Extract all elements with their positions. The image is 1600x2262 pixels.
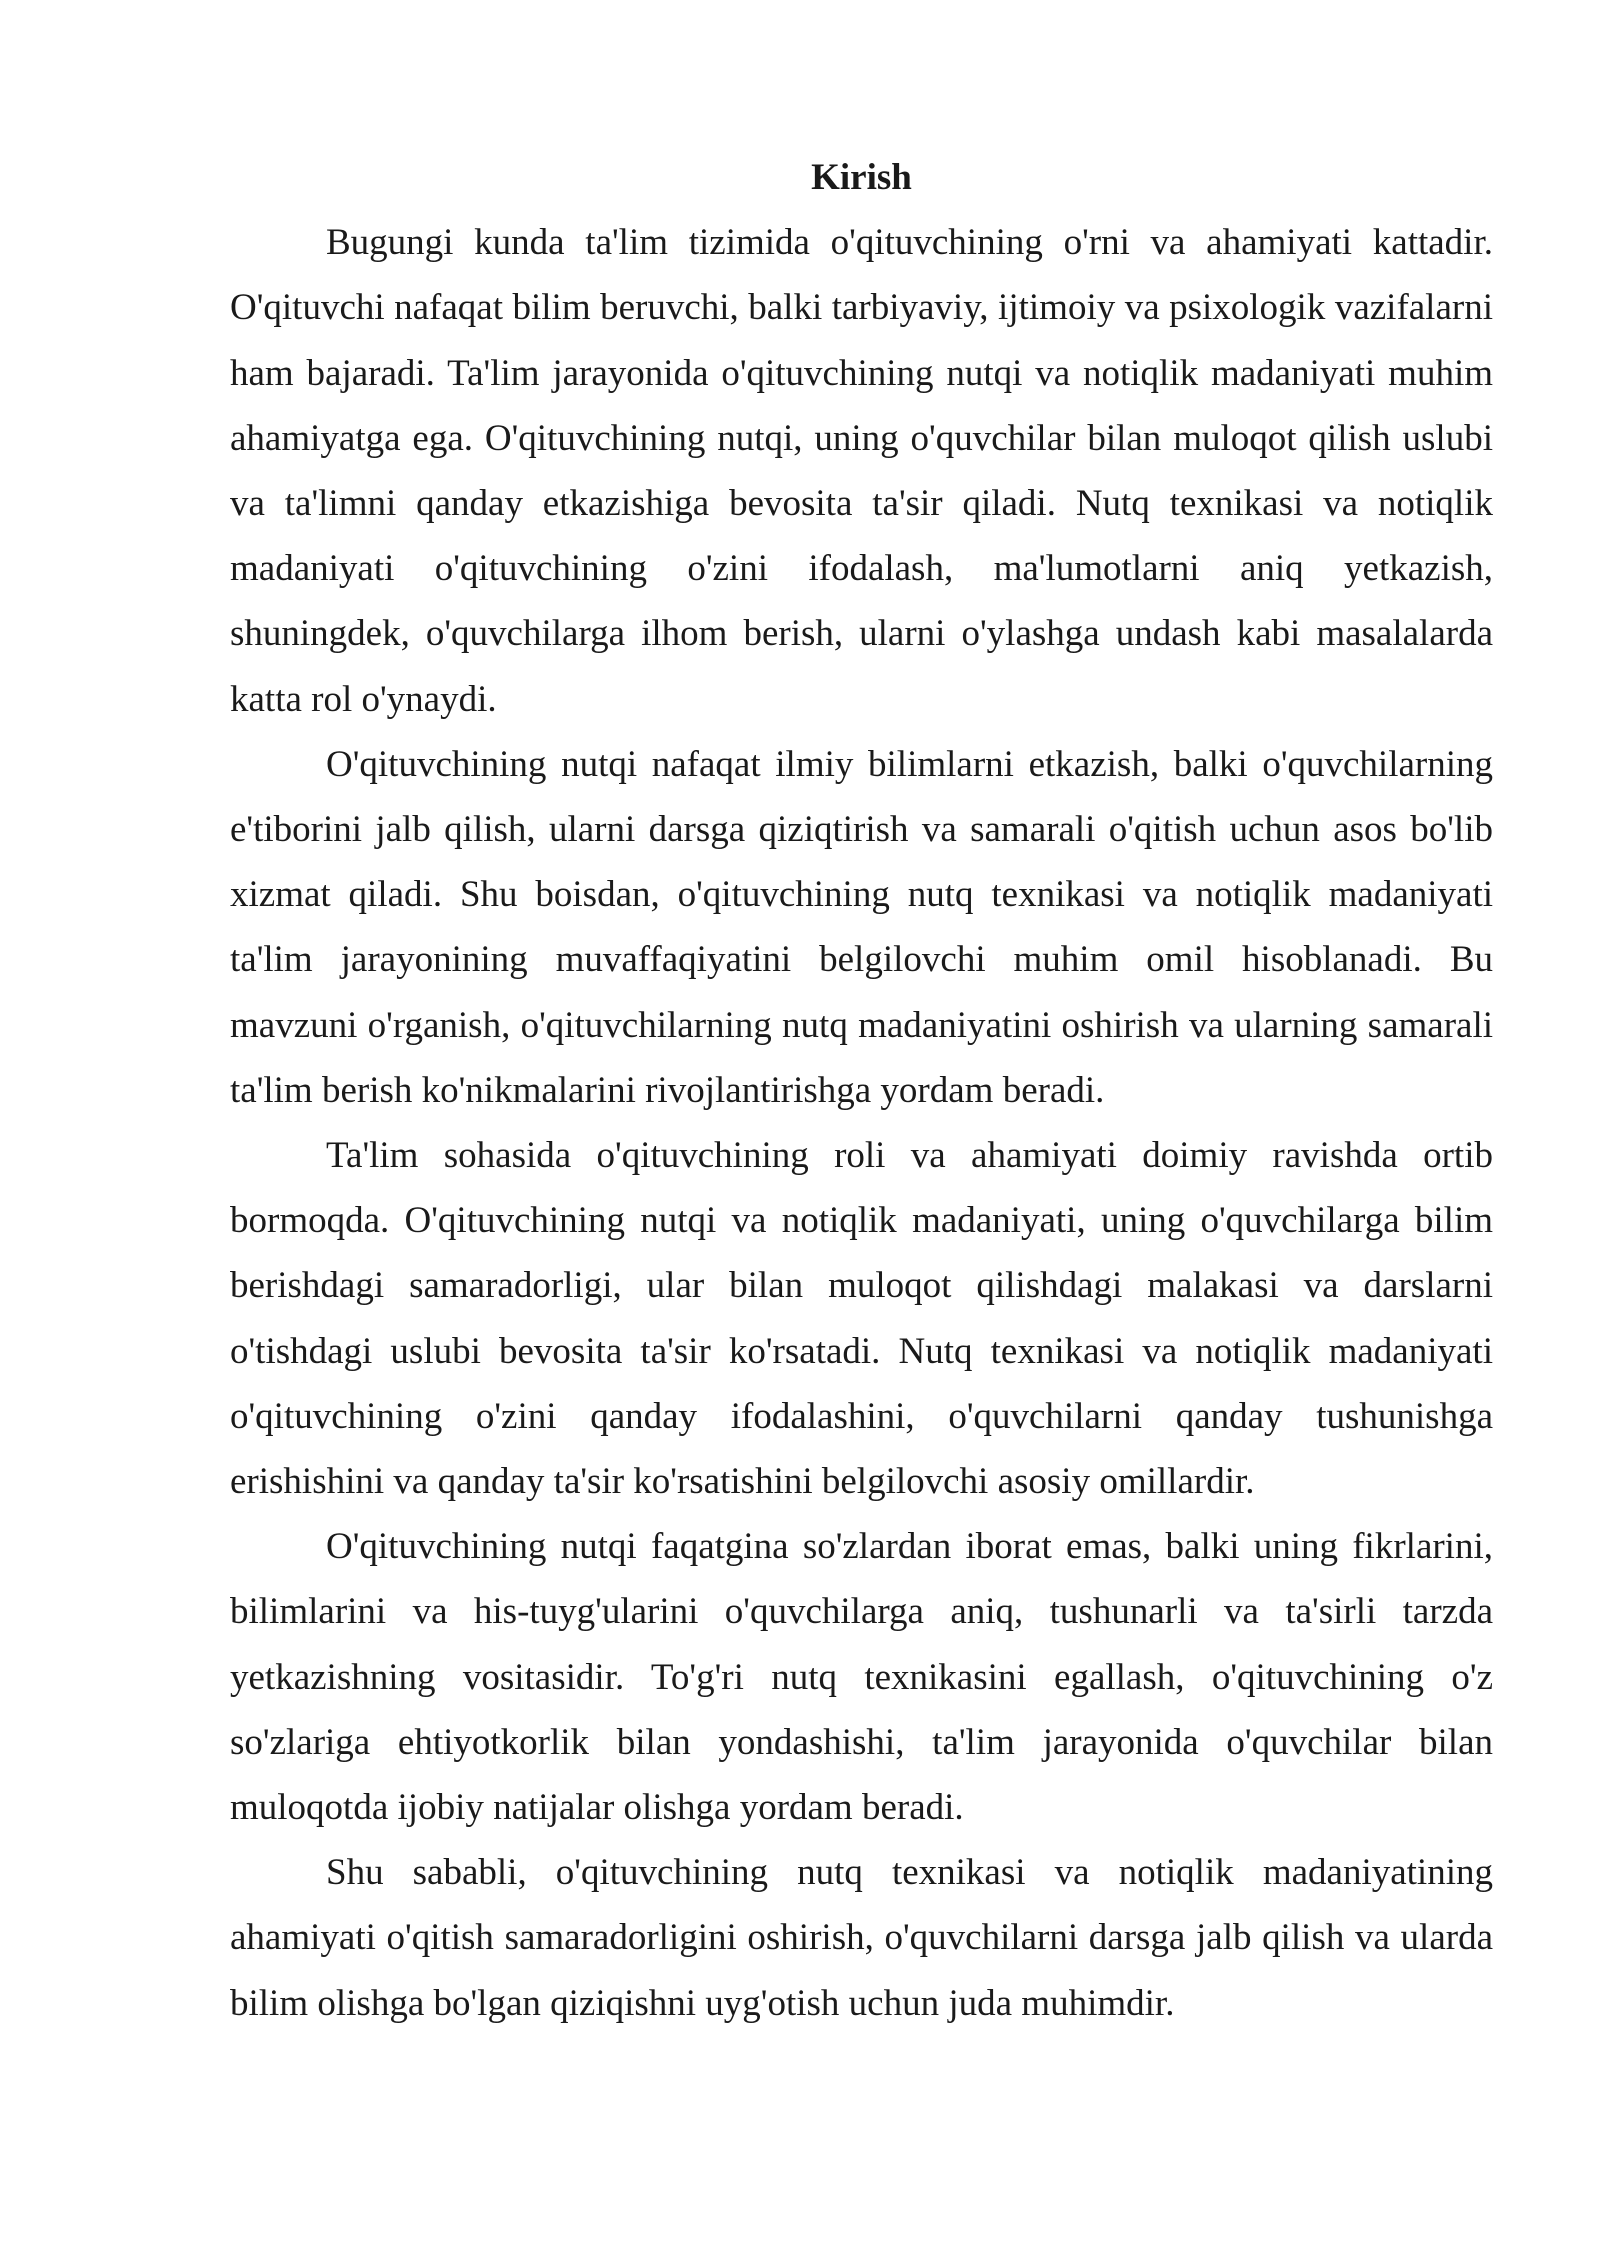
document-title: Kirish: [811, 157, 912, 198]
paragraph-3: Ta'lim sohasida o'qituvchining roli va ahamiyati doimiy ravishda ortib bormoqda. O'qituvchining nutqi va notiqlik madaniyati, uning o'quvchilarga bilim berishdagi samaradorligi, ular bilan muloqot qilishdagi malakasi va darslarni o'tishdagi uslubi bevosita ta'sir ko'rsatadi. Nutq texnikasi va notiqlik madaniyati o'qituvchining o'zini qanday ifodalashini, o'quvchilarni qanday tushunishga erishishini va qanday ta'sir ko'rsatishini belgilovchi asosiy omillardir.: [230, 1135, 1493, 1503]
paragraph-5: Shu sababli, o'qituvchining nutq texnikasi va notiqlik madaniyatining ahamiyati o'qitish samaradorligini oshirish, o'quvchilarni darsga jalb qilish va ularda bilim olishga bo'lgan qiziqishni uyg'otish uchun juda muhimdir.: [230, 1852, 1493, 2024]
paragraph-1: Bugungi kunda ta'lim tizimida o'qituvchining o'rni va ahamiyati kattadir. O'qituvchi nafaqat bilim beruvchi, balki tarbiyaviy, ijtimoiy va psixologik vazifalarni ham bajaradi. Ta'lim jarayonida o'qituvchining nutqi va notiqlik madaniyati muhim ahamiyatga ega. O'qituvchining nutqi, uning o'quvchilar bilan muloqot qilish uslubi va ta'limni qanday etkazishiga bevosita ta'sir qiladi. Nutq texnikasi va notiqlik madaniyati o'qituvchining o'zini ifodalash, ma'lumotlarni aniq yetkazish, shuningdek, o'quvchilarga ilhom berish, ularni o'ylashga undash kabi masalalarda katta rol o'ynaydi.: [230, 222, 1493, 720]
document-body: [230, 145, 1493, 2036]
paragraph-2: O'qituvchining nutqi nafaqat ilmiy bilimlarni etkazish, balki o'quvchilarning e'tiborini jalb qilish, ularni darsga qiziqtirish va samarali o'qitish uchun asos bo'lib xizmat qiladi. Shu boisdan, o'qituvchining nutq texnikasi va notiqlik madaniyati ta'lim jarayonining muvaffaqiyatini belgilovchi muhim omil hisoblanadi. Bu mavzuni o'rganish, o'qituvchilarning nutq madaniyatini oshirish va ularning samarali ta'lim berish ko'nikmalarini rivojlantirishga yordam beradi.: [230, 743, 1493, 1111]
paragraph-4: O'qituvchining nutqi faqatgina so'zlardan iborat emas, balki uning fikrlarini, bilimlarini va his-tuyg'ularini o'quvchilarga aniq, tushunarli va ta'sirli tarzda yetkazishning vositasidir. To'g'ri nutq texnikasini egallash, o'qituvchining o'z so'zlariga ehtiyotkorlik bilan yondashishi, ta'lim jarayonida o'quvchilar bilan muloqotda ijobiy natijalar olishga yordam beradi.: [230, 1526, 1493, 1829]
